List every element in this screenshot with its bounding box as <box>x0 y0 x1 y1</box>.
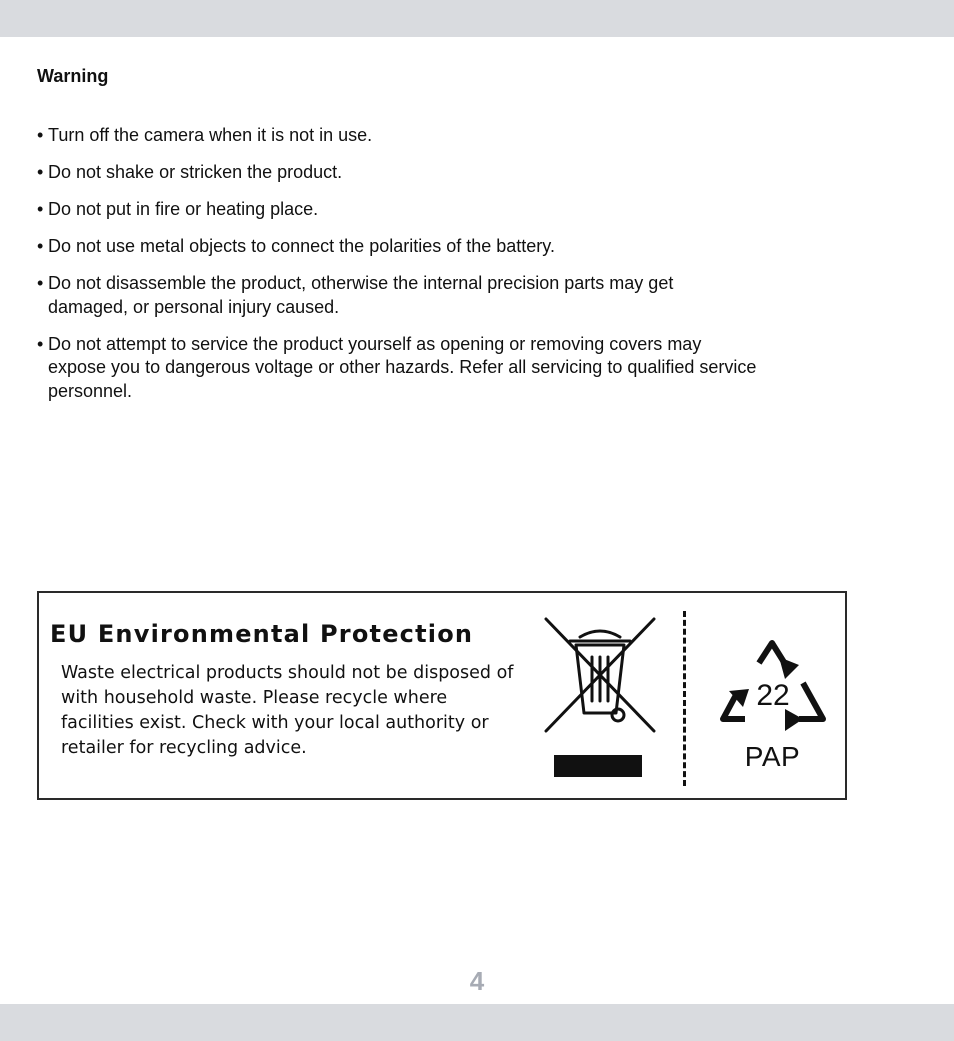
warning-item <box>37 161 757 185</box>
top-band <box>0 0 954 37</box>
warning-text: Do not attempt to service the product yourself as opening or removing covers may expose you to dangerous voltage or other hazards. Refer all servicing to qualified service personnel. <box>48 333 757 401</box>
eu-notice-body: Waste electrical products should not be disposed of with household waste. Please recycle where facilities exist. Check with your local authority or retailer for recycling advice. <box>61 663 514 758</box>
crossed-out-wheelie-bin-icon <box>544 617 656 781</box>
bullet: • <box>37 162 44 182</box>
warning-text: Do not use metal objects to connect the polarities of the battery. <box>48 236 555 256</box>
warning-text: Do not disassemble the product, otherwise the internal precision parts may get damaged, or personal injury caused. <box>48 273 674 317</box>
warning-item <box>37 235 757 259</box>
bullet: • <box>37 333 44 354</box>
recycle-code: 22 <box>756 679 790 712</box>
warning-list <box>37 124 757 417</box>
page-number: 4 <box>469 966 485 996</box>
dashed-divider <box>683 611 686 786</box>
recycling-triangle-icon <box>715 635 830 740</box>
bullet: • <box>37 236 44 256</box>
warning-item <box>37 198 757 222</box>
eu-notice-title: EU Environmental Protection <box>50 620 474 648</box>
bullet: • <box>37 273 44 293</box>
bullet: • <box>37 199 44 219</box>
bottom-band <box>0 1004 954 1041</box>
warning-item <box>37 272 757 319</box>
recycle-label: PAP <box>744 741 801 772</box>
warning-text: Do not put in fire or heating place. <box>48 199 319 219</box>
eu-environmental-notice <box>37 591 847 800</box>
warning-item <box>37 124 757 148</box>
warning-heading: Warning <box>37 66 109 86</box>
bullet: • <box>37 125 44 145</box>
warning-text: Do not shake or stricken the product. <box>48 162 343 182</box>
warning-text: Turn off the camera when it is not in use. <box>48 125 373 145</box>
warning-item <box>37 333 757 404</box>
